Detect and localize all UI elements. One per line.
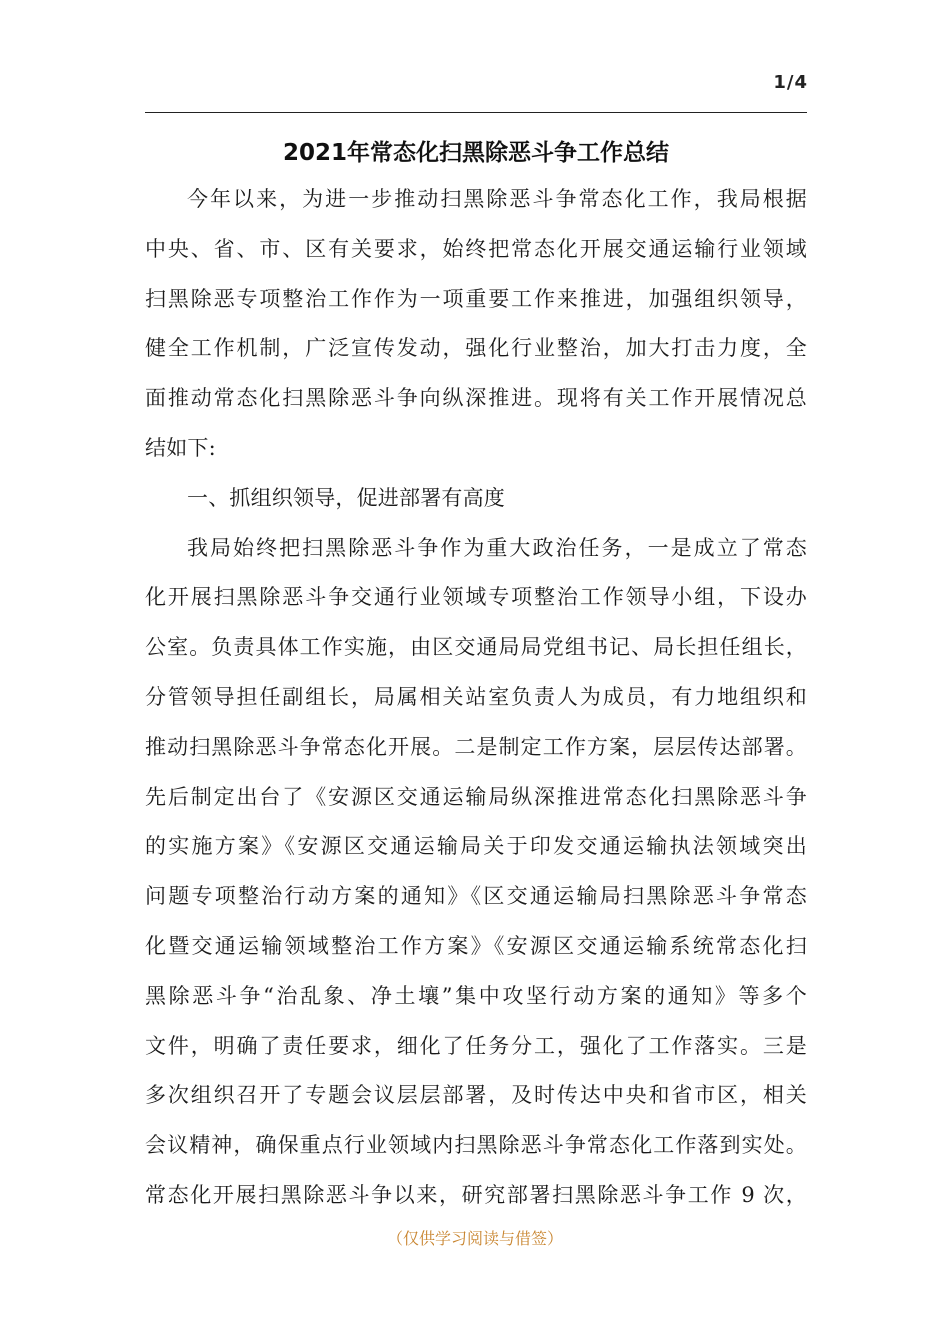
- paragraph-line: 中央、省、市、区有关要求，始终把常态化开展交通运输行业领域: [145, 236, 807, 261]
- paragraph-line: 的实施方案》《安源区交通运输局关于印发交通运输执法领域突出: [145, 834, 807, 859]
- paragraph-line: 先后制定出台了《安源区交通运输局纵深推进常态化扫黑除恶斗争: [145, 784, 807, 809]
- paragraph-line: 健全工作机制，广泛宣传发动，强化行业整治，加大打击力度，全: [145, 336, 807, 361]
- paragraph-line: 今年以来，为进一步推动扫黑除恶斗争常态化工作，我局根据: [187, 187, 807, 211]
- paragraph-line: 问题专项整治行动方案的通知》《区交通运输局扫黑除恶斗争常态: [145, 884, 807, 909]
- paragraph-line: 分管领导担任副组长，局属相关站室负责人为成员，有力地组织和: [145, 684, 807, 709]
- page-number: 1/4: [773, 72, 808, 93]
- paragraph-line: 会议精神，确保重点行业领域内扫黑除恶斗争常态化工作落到实处。: [145, 1133, 807, 1158]
- paragraph-line: 化开展扫黑除恶斗争交通行业领域专项整治工作领导小组，下设办: [145, 585, 807, 610]
- document-body: [145, 175, 807, 1221]
- paragraph-line: 公室。负责具体工作实施，由区交通局局党组书记、局长担任组长，: [145, 635, 807, 660]
- paragraph-line: 黑除恶斗争“治乱象、净土壤”集中攻坚行动方案的通知》等多个: [145, 983, 807, 1008]
- paragraph-line: 文件，明确了责任要求，细化了任务分工，强化了工作落实。三是: [145, 1033, 807, 1058]
- footer-note: （仅供学习阅读与借签）: [386, 1229, 563, 1248]
- paragraph-line: 多次组织召开了专题会议层层部署，及时传达中央和省市区，相关: [145, 1083, 807, 1108]
- paragraph-line: 结如下:: [145, 435, 216, 460]
- section-heading: 一、抓组织领导，促进部署有高度: [187, 485, 505, 510]
- header-rule: [145, 112, 807, 113]
- paragraph-line: 化暨交通运输领域整治工作方案》《安源区交通运输系统常态化扫: [145, 933, 807, 958]
- paragraph-line: 常态化开展扫黑除恶斗争以来，研究部署扫黑除恶斗争工作 9 次，: [145, 1182, 807, 1207]
- paragraph-line: 面推动常态化扫黑除恶斗争向纵深推进。现将有关工作开展情况总: [145, 386, 807, 411]
- paragraph-line: 推动扫黑除恶斗争常态化开展。二是制定工作方案，层层传达部署。: [145, 734, 807, 759]
- paragraph-line: 扫黑除恶专项整治工作作为一项重要工作来推进，加强组织领导，: [145, 286, 807, 311]
- paragraph-line: 我局始终把扫黑除恶斗争作为重大政治任务，一是成立了常态: [187, 535, 807, 560]
- document-title: 2021年常态化扫黑除恶斗争工作总结: [282, 140, 669, 166]
